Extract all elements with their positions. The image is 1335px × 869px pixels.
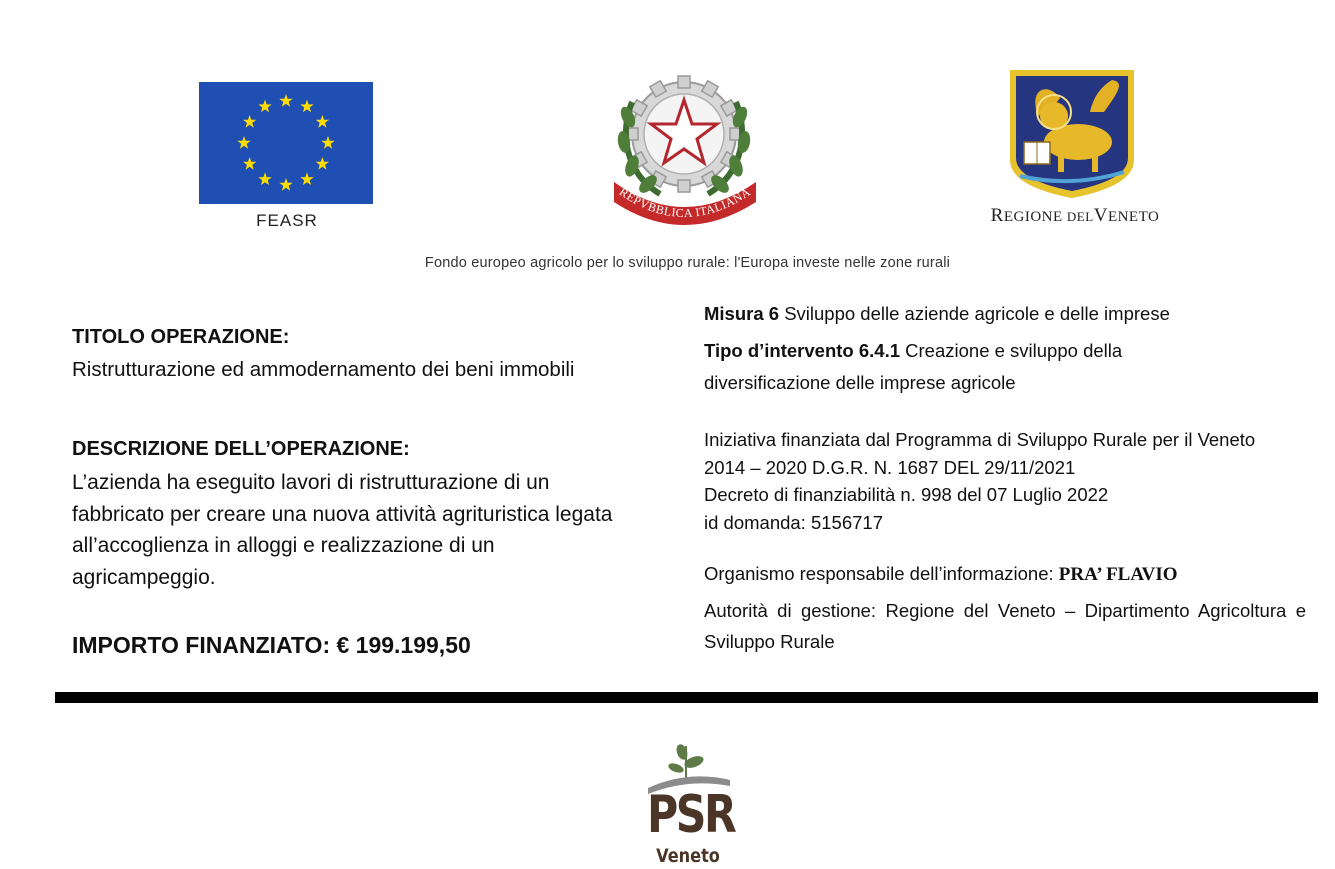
misura-text: Sviluppo delle aziende agricole e delle imprese [779,303,1170,324]
misura-line [704,303,1170,325]
iniziativa-line: Decreto di finanziabilità n. 998 del 07 Luglio 2022 [704,484,1109,505]
italian-republic-emblem [610,62,760,227]
descrizione-heading: DESCRIZIONE DELL’OPERAZIONE: [72,438,410,460]
eu-star-icon [279,94,292,107]
organismo-label: Organismo responsabile dell’informazione: [704,563,1059,584]
emblem-motto: REPVBBLICA ITALIANA [616,184,754,221]
eu-star-icon [243,115,256,128]
tipo-text: Creazione e sviluppo della diversificazione delle imprese agricole [704,340,1123,393]
eu-star-icon [300,100,313,113]
eu-star-icon [316,115,329,128]
organismo-line [704,563,1178,586]
psr-word: PSR [647,785,735,845]
eu-star-icon [258,172,271,185]
tipo-intervento-line [704,335,1184,399]
iniziativa-block [704,426,1329,536]
fund-caption: Fondo europeo agricolo per lo sviluppo rurale: l'Europa investe nelle zone rurali [424,255,951,271]
titolo-text: Ristrutturazione ed ammodernamento dei beni immobili [72,358,575,381]
psr-veneto-sub: Veneto [656,845,720,867]
eu-star-icon [300,172,313,185]
eu-star-icon [279,178,292,191]
eu-flag-logo [199,82,373,204]
cog-tooth [678,76,690,88]
misura-label: Misura 6 [704,303,780,324]
organismo-name: PRA’ FLAVIO [1058,564,1178,585]
tipo-label: Tipo d’intervento 6.4.1 [704,340,901,361]
eu-star-icon [316,157,329,170]
feasr-label: FEASR [256,211,318,230]
eu-stars-icon [199,82,373,204]
cog-tooth [678,180,690,192]
eu-star-icon [243,157,256,170]
autorita-gestione: Autorità di gestione: Regione del Veneto – Dipartimento Agricoltura e Sviluppo Rurale [704,600,1306,652]
iniziativa-line: Iniziativa finanziata dal Programma di Sviluppo Rurale per il Veneto [704,429,1256,450]
veneto-lion-shield [1008,68,1136,200]
eu-star-icon [258,100,271,113]
domanda-id-line: id domanda: 5156717 [704,511,883,533]
importo-finanziato: IMPORTO FINANZIATO: € 199.199,50 [72,632,471,658]
descrizione-text: L’azienda ha eseguito lavori di ristrutturazione di un fabbricato per creare una nuova attività agrituristica legata all’accoglienza in alloggi e realizzazione di un agricampeggio. [72,471,613,589]
divider-bar [55,692,1318,703]
eu-star-icon [321,136,334,149]
regione-veneto-label: REGIONE DELVENETO [990,205,1160,226]
eu-star-icon [237,136,250,149]
titolo-heading: TITOLO OPERAZIONE: [72,326,290,348]
iniziativa-line: 2014 – 2020 D.G.R. N. 1687 DEL 29/11/2021 [704,456,1076,478]
